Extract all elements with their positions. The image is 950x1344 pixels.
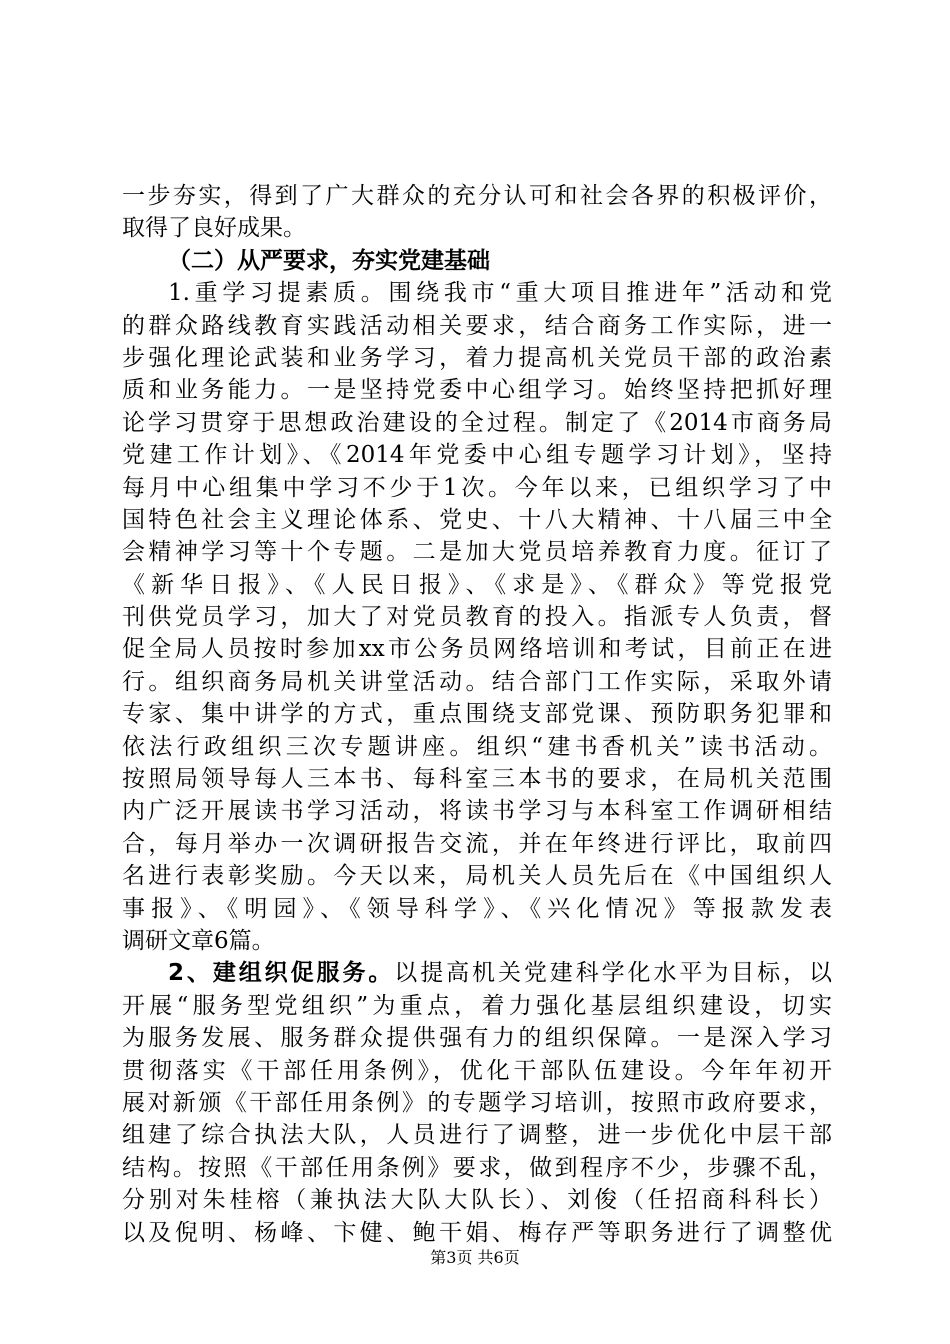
paragraph-line: 结构。按照《干部任用条例》要求，做到程序不少，步骤不乱， <box>122 1154 832 1181</box>
paragraph-line: 分别对朱桂榕（兼执法大队大队长）、刘俊（任招商科科长） <box>122 1187 832 1214</box>
paragraph-line: 行。组织商务局机关讲堂活动。结合部门工作实际，采取外请 <box>122 668 832 695</box>
paragraph-line: 取得了良好成果。 <box>122 215 306 242</box>
paragraph-line: 《新华日报》、《人民日报》、《求是》、《群众》等党报党 <box>122 571 832 598</box>
paragraph-line: 国特色社会主义理论体系、党史、十八大精神、十八届三中全 <box>122 506 832 533</box>
paragraph-line: 按照局领导每人三本书、每科室三本书的要求，在局机关范围 <box>122 766 832 793</box>
paragraph-line: 质和业务能力。一是坚持党委中心组学习。始终坚持把抓好理 <box>122 377 832 404</box>
paragraph-line: 刊供党员学习，加大了对党员教育的投入。指派专人负责，督 <box>122 604 832 631</box>
paragraph-line: 的群众路线教育实践活动相关要求，结合商务工作实际，进一 <box>122 312 832 339</box>
paragraph-line: 事报》、《明园》、《领导科学》、《兴化情况》等报款发表 <box>122 895 832 922</box>
paragraph-line: 论学习贯穿于思想政治建设的全过程。制定了《2014市商务局 <box>122 409 832 436</box>
page-number-footer: 第3页 共6页 <box>430 1248 520 1267</box>
paragraph-line: 步强化理论武装和业务学习，着力提高机关党员干部的政治素 <box>122 344 832 371</box>
paragraph-text: 以提高机关党建科学化水平为目标，以 <box>394 960 832 987</box>
paragraph-line: 组建了综合执法大队，人员进行了调整，进一步优化中层干部 <box>122 1122 832 1149</box>
paragraph-line: 贯彻落实《干部任用条例》，优化干部队伍建设。今年年初开 <box>122 1057 832 1084</box>
paragraph-line: 1.重学习提素质。围绕我市“重大项目推进年”活动和党 <box>168 280 832 307</box>
paragraph-line: 合，每月举办一次调研报告交流，并在年终进行评比，取前四 <box>122 830 832 857</box>
paragraph-line <box>122 957 832 989</box>
document-body <box>122 180 832 1249</box>
paragraph-line: 调研文章6篇。 <box>122 927 275 954</box>
paragraph-line: 每月中心组集中学习不少于1次。今年以来，已组织学习了中 <box>122 474 832 501</box>
paragraph-line: 名进行表彰奖励。今天以来，局机关人员先后在《中国组织人 <box>122 863 832 890</box>
paragraph-line: 为服务发展、服务群众提供强有力的组织保障。一是深入学习 <box>122 1025 832 1052</box>
paragraph-line: 一步夯实，得到了广大群众的充分认可和社会各界的积极评价， <box>122 183 832 209</box>
paragraph-line: 展对新颁《干部任用条例》的专题学习培训，按照市政府要求， <box>122 1089 832 1116</box>
paragraph-line: 内广泛开展读书学习活动，将读书学习与本科室工作调研相结 <box>122 798 832 825</box>
paragraph-line: 会精神学习等十个专题。二是加大党员培养教育力度。征订了 <box>122 539 832 566</box>
section-heading: （二）从严要求，夯实党建基础 <box>168 247 490 274</box>
paragraph-line: 促全局人员按时参加xx市公务员网络培训和考试，目前正在进 <box>122 636 832 663</box>
paragraph-line: 专家、集中讲学的方式，重点围绕支部党课、预防职务犯罪和 <box>122 701 832 728</box>
paragraph-line: 依法行政组织三次专题讲座。组织“建书香机关”读书活动。 <box>122 733 832 760</box>
subsection-lead: 2、建组织促服务。 <box>168 960 395 987</box>
paragraph-line: 开展“服务型党组织”为重点，着力强化基层组织建设，切实 <box>122 992 832 1019</box>
paragraph-line: 以及倪明、杨峰、卞健、鲍干娟、梅存严等职务进行了调整优 <box>122 1219 832 1246</box>
paragraph-line: 党建工作计划》、《2014年党委中心组专题学习计划》，坚持 <box>122 442 832 469</box>
